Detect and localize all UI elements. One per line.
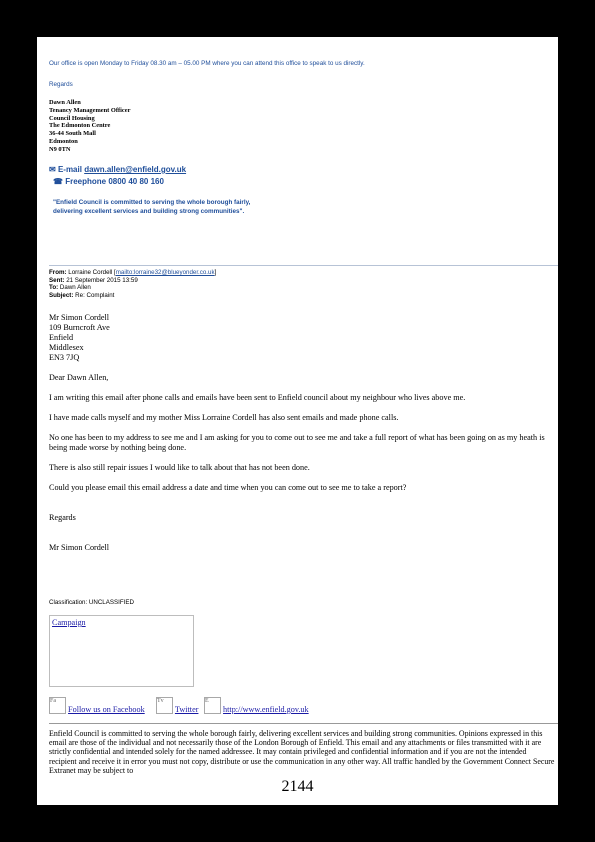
signature-postcode: N9 0TN <box>49 145 71 153</box>
signature-street: 36-44 South Mall <box>49 130 96 138</box>
signature-name: Dawn Allen <box>49 99 81 106</box>
quote-line-1: "Enfield Council is committed to serving the whole borough fairly, <box>53 199 251 206</box>
facebook-icon[interactable]: Fa <box>49 697 66 714</box>
freephone-number: Freephone 0800 40 80 160 <box>65 177 164 186</box>
campaign-alt-text: Campaign <box>52 618 86 627</box>
to-label: To: <box>49 284 59 292</box>
email-header <box>49 269 216 299</box>
quote-line-2: delivering excellent services and building strong communities". <box>53 208 245 215</box>
address-line: EN3 7JQ <box>49 353 80 362</box>
classification-label: Classification: UNCLASSIFIED <box>49 599 134 606</box>
sent-value: 21 September 2015 13:59 <box>66 276 138 284</box>
subject-label: Subject: <box>49 291 74 299</box>
address-line: 109 Burncroft Ave <box>49 323 110 332</box>
campaign-image[interactable] <box>49 615 194 687</box>
document-page <box>37 37 558 805</box>
facebook-link[interactable]: Follow us on Facebook <box>68 705 145 714</box>
website-link-group[interactable] <box>204 697 309 717</box>
disclaimer-text: Enfield Council is committed to serving the whole borough fairly, delivering excellent services and building strong communities. Opinions expressed in this email are those of the individual and not necessarily those of the London Borough of Enfield. This email and any attachments or files transmitted with it are strictly confidential and intended solely for the named addressee. It may contain privileged and confidential information and if you are not the intended recipient and receive it in error you must not copy, distribute or use the communication in any other way. All traffic handled by the Government Connect Secure Extranet may be subject to <box>49 729 555 775</box>
body-paragraph: Could you please email this email address a date and time when you can come out to see me to take a report? <box>49 483 407 492</box>
twitter-link-group[interactable] <box>156 697 198 717</box>
website-icon[interactable]: E <box>204 697 221 714</box>
twitter-link[interactable]: Twitter <box>174 705 199 714</box>
council-quote <box>53 198 313 216</box>
email-contact-line <box>49 165 186 174</box>
body-paragraph: No one has been to my address to see me and I am asking for you to come out to see me and take a full report of what has been going on as my heath is being made worse by nothing being done. <box>49 433 545 452</box>
header-divider <box>49 265 558 266</box>
from-mailto-link[interactable]: mailto:lorraine32@blueyonder.co.uk <box>115 269 215 276</box>
signature-department: Council Housing <box>49 114 95 122</box>
email-link[interactable]: dawn.allen@enfield.gov.uk <box>84 165 187 174</box>
signature-block <box>49 99 130 154</box>
website-link[interactable]: http://www.enfield.gov.uk <box>223 705 309 714</box>
signature-office: The Edmonton Centre <box>49 122 111 130</box>
twitter-icon[interactable]: Tv <box>156 697 173 714</box>
envelope-icon: ✉ <box>49 165 56 174</box>
address-line: Middlesex <box>49 343 84 352</box>
from-name: Lorraine Cordell <box>68 269 113 276</box>
body-paragraph: There is also still repair issues I would like to talk about that has not been done. <box>49 463 310 472</box>
facebook-link-group[interactable] <box>49 697 145 717</box>
footer-divider <box>49 723 558 724</box>
from-label: From: <box>49 269 67 276</box>
office-hours-text: Our office is open Monday to Friday 08.30 am – 05.00 PM where you can attend this office to speak to us directly. <box>49 60 365 67</box>
sender-address <box>49 313 110 363</box>
signature-town: Edmonton <box>49 137 78 145</box>
address-line: Mr Simon Cordell <box>49 313 110 322</box>
regards-text: Regards <box>49 81 73 88</box>
email-label: E-mail <box>57 165 82 174</box>
body-paragraph: I have made calls myself and my mother Miss Lorraine Cordell has also sent emails and made phone calls. <box>49 413 399 422</box>
phone-contact-line <box>53 177 164 186</box>
phone-icon: ☎ <box>53 177 63 186</box>
to-row <box>49 284 216 292</box>
signature-title: Tenancy Management Officer <box>49 106 131 114</box>
sender-name: Mr Simon Cordell <box>49 543 110 552</box>
from-row: From: Lorraine Cordell [mailto:lorraine32@blueyonder.co.uk] <box>49 269 217 276</box>
address-line: Enfield <box>49 333 74 342</box>
sent-label: Sent: <box>49 276 65 284</box>
salutation: Dear Dawn Allen, <box>49 373 109 382</box>
body-paragraph: I am writing this email after phone calls and emails have been sent to Enfield council about my neighbour who lives above me. <box>49 393 466 402</box>
closing-regards: Regards <box>49 513 76 522</box>
page-number: 2144 <box>281 778 314 795</box>
subject-value: Re: Complaint <box>75 291 115 299</box>
to-value: Dawn Allen <box>59 284 91 292</box>
subject-row <box>49 292 216 300</box>
sent-row <box>49 277 216 285</box>
